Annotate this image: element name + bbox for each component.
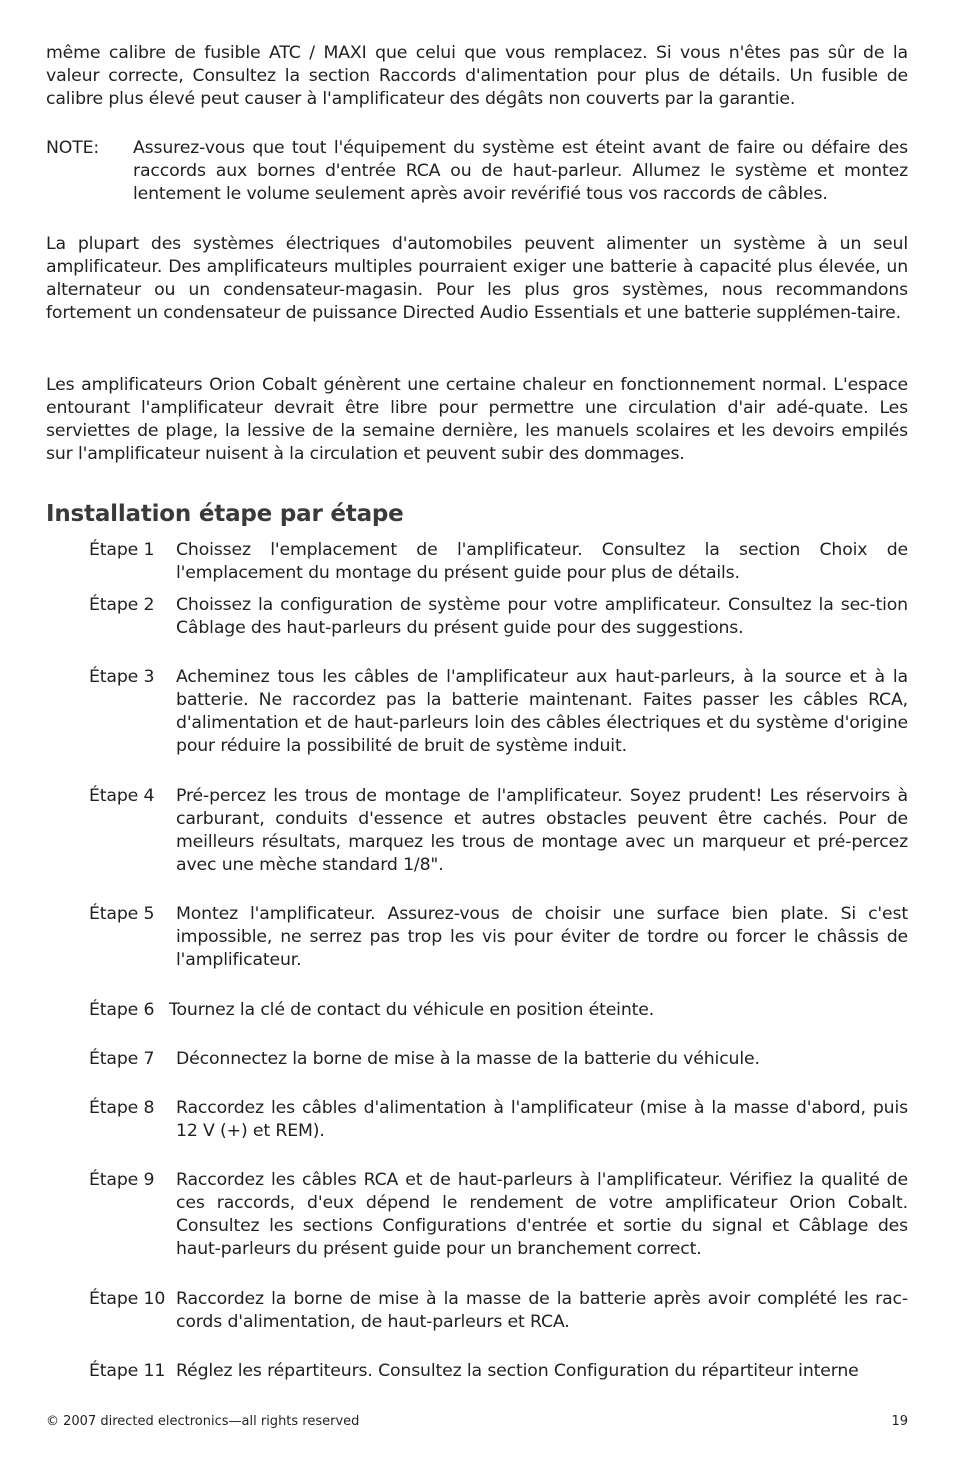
step-label: Étape 6	[89, 1000, 155, 1020]
note-text: Assurez-vous que tout l'équipement du système est éteint avant de faire ou défaire des raccords aux bornes d'entrée RCA ou de haut-parleur. Allumez le système et montez lentement le volume seulement après avoir revérifié tous vos raccords de câbles.	[133, 138, 908, 204]
note-label: NOTE:	[46, 138, 100, 158]
note-block	[46, 137, 908, 206]
paragraph-fuse-rating: même calibre de fusible ATC / MAXI que celui que vous remplacez. Si vous n'êtes pas sûr de la valeur correcte, Consultez la section Raccords d'alimentation pour plus de détails. Un fusible de calibre plus élevé peut causer à l'amplificateur des dégâts non couverts par la garantie.	[46, 43, 908, 109]
step-item	[89, 539, 908, 585]
step-item	[89, 1169, 908, 1261]
step-text: Réglez les répartiteurs. Consultez la section Configuration du répartiteur interne	[176, 1361, 859, 1381]
step-text: Choissez la configuration de système pour votre amplificateur. Consultez la sec-tion Câblage des haut-parleurs du présent guide pour des suggestions.	[176, 595, 908, 638]
step-label: Étape 2	[89, 595, 155, 615]
step-item	[89, 999, 908, 1022]
paragraph-heat-ventilation: Les amplificateurs Orion Cobalt génèrent une certaine chaleur en fonctionnement normal. L'espace entourant l'amplificateur devrait être libre pour permettre une circulation d'air adé-quate. Les serviettes de plage, la lessive de la semaine dernière, les manuels scolaires et les devoirs empilés sur l'amplificateur nuisent à la circulation et peuvent subir des dommages.	[46, 375, 908, 464]
step-item	[89, 903, 908, 972]
step-item	[89, 1048, 908, 1071]
step-text: Raccordez la borne de mise à la masse de la batterie après avoir complété les rac-cords d'alimentation, de haut-parleurs et RCA.	[176, 1289, 908, 1332]
step-item	[89, 1360, 908, 1383]
step-text: Tournez la clé de contact du véhicule en position éteinte.	[169, 1000, 655, 1020]
section-heading: Installation étape par étape	[46, 501, 404, 527]
step-text: Montez l'amplificateur. Assurez-vous de choisir une surface bien plate. Si c'est impossible, ne serrez pas trop les vis pour éviter de tordre ou forcer le châssis de l'amplificateur.	[176, 904, 908, 970]
step-item	[89, 594, 908, 640]
step-item	[89, 666, 908, 758]
step-label: Étape 11	[89, 1361, 166, 1381]
step-text: Déconnectez la borne de mise à la masse de la batterie du véhicule.	[176, 1049, 760, 1069]
step-label: Étape 5	[89, 904, 155, 924]
step-item	[89, 1097, 908, 1143]
step-text: Choissez l'emplacement de l'amplificateur. Consultez la section Choix de l'emplacement du montage du présent guide pour plus de détails.	[176, 540, 908, 583]
paragraph-electrical-systems: La plupart des systèmes électriques d'automobiles peuvent alimenter un système à un seul amplificateur. Des amplificateurs multiples pourraient exiger une batterie à capacité plus élevée, un alternateur ou un condensateur-magasin. Pour les plus gros systèmes, nous recommandons fortement un condensateur de puissance Directed Audio Essentials et une batterie supplémen-taire.	[46, 234, 908, 323]
page-number: 19	[891, 1414, 908, 1429]
step-label: Étape 1	[89, 540, 155, 560]
step-text: Raccordez les câbles RCA et de haut-parleurs à l'amplificateur. Vérifiez la qualité de ces raccords, d'eux dépend le rendement de votre amplificateur Orion Cobalt. Consultez les sections Configurations d'entrée et sortie du signal et Câblage des haut-parleurs du présent guide pour un branchement correct.	[176, 1170, 908, 1259]
step-item	[89, 1288, 908, 1334]
step-text: Raccordez les câbles d'alimentation à l'amplificateur (mise à la masse d'abord, puis 12 V (+) et REM).	[176, 1098, 908, 1141]
step-label: Étape 9	[89, 1170, 155, 1190]
step-label: Étape 4	[89, 786, 155, 806]
footer-copyright: © 2007 directed electronics—all rights reserved	[46, 1414, 360, 1429]
step-text: Acheminez tous les câbles de l'amplificateur aux haut-parleurs, à la source et à la batterie. Ne raccordez pas la batterie maintenant. Faites passer les câbles RCA, d'alimentation et de haut-parleurs loin des câbles électriques et du système d'origine pour réduire la possibilité de bruit de système induit.	[176, 667, 908, 756]
step-label: Étape 7	[89, 1049, 155, 1069]
step-label: Étape 10	[89, 1289, 166, 1309]
step-item	[89, 785, 908, 877]
step-label: Étape 8	[89, 1098, 155, 1118]
step-label: Étape 3	[89, 667, 155, 687]
step-text: Pré-percez les trous de montage de l'amplificateur. Soyez prudent! Les réservoirs à carburant, conduits d'essence et autres obstacles peuvent être cachés. Pour de meilleurs résultats, marquez les trous de montage avec un marqueur et pré-percez avec une mèche standard 1/8".	[176, 786, 908, 875]
